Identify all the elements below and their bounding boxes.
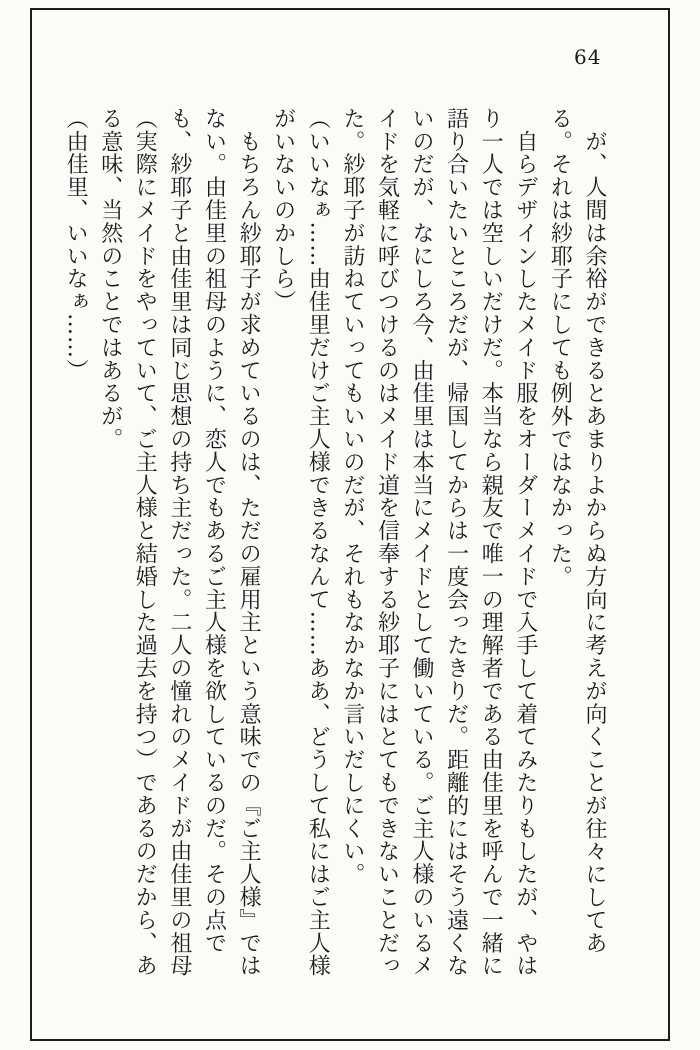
paragraph: （いいなぁ……由佳里だけご主人様できるなんて……ああ、どうして私にはご主人様がいないのかしら）: [270, 107, 331, 978]
paragraph: 自らデザインしたメイド服をオーダーメイドで入手して着てみたりもしたが、やはり一人では空しいだけだ。本当なら親友で唯一の理解者である由佳里を呼んで一緒に語り合いたいところだが、帰国してからは一度会ったきりだ。距離的にはそう遠くないのだが、なにしろ今、由佳里は本当にメイドとして働いている。ご主人様のいるメイドを気軽に呼びつけるのはメイド道を信奉する紗耶子にはとてもできないことだった。紗耶子が訪ねていってもいいのだが、それもなかなか言いだしにくい。: [339, 107, 538, 978]
page-text-block: [57, 107, 611, 983]
paragraph: が、人間は余裕ができるとあまりよからぬ方向に考えが向くことが往々にしてある。それは紗耶子にしても例外ではなかった。: [547, 107, 607, 955]
paragraph: （由佳里、いいなぁ……）: [63, 107, 89, 382]
paragraph: もちろん紗耶子が求めているのは、ただの雇用主という意味での『ご主人様』ではない。由佳里の祖母のように、恋人でもあるご主人様を欲しているのだ。その点でも、紗耶子と由佳里は同じ思想の持ち主だった。二人の憧れのメイドが由佳里の祖母（実際にメイドをやっていて、ご主人様と結婚した過去を持つ）であるのだから、ある意味、当然のことではあるが。: [97, 107, 262, 978]
page-number: 64: [574, 45, 602, 69]
